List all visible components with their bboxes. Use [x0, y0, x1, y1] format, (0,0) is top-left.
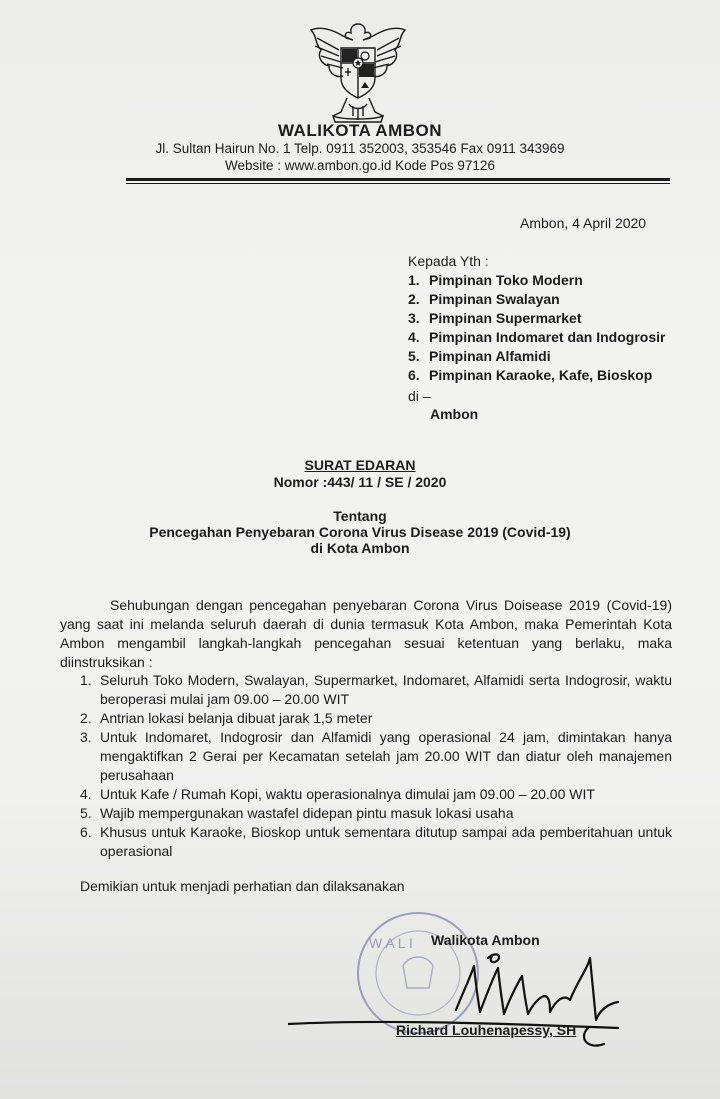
addressee-item: 1. Pimpinan Toko Modern [408, 272, 583, 288]
addressee-item: 3. Pimpinan Supermarket [408, 310, 582, 326]
addressee-item: 2. Pimpinan Swalayan [408, 291, 560, 307]
addressee-item: 6. Pimpinan Karaoke, Kafe, Bioskop [408, 367, 653, 383]
letter-topic-line1: Pencegahan Penyebaran Corona Virus Disease 2019 (Covid-19) [149, 524, 571, 540]
addressee-item: 4. Pimpinan Indomaret dan Indogrosir [408, 329, 666, 345]
header-website: Website : www.ambon.go.id Kode Pos 97126 [225, 158, 495, 173]
intro-paragraph: Sehubungan dengan pencegahan penyebaran Corona Virus Doisease 2019 (Covid-19) yang saat ini melanda seluruh daerah di dunia termasuk Kota Ambon, maka Pemerintah Kota Ambon mengambil langkah-langkah pencegahan sesuai ketentuan yang berlaku, maka diinstruksikan : [60, 597, 672, 670]
addressee-di: di – [408, 388, 431, 404]
letter-title: SURAT EDARAN [304, 457, 416, 473]
letter-date: Ambon, 4 April 2020 [520, 215, 647, 231]
letter-tentang: Tentang [333, 508, 387, 524]
header-title: WALIKOTA AMBON [277, 121, 443, 140]
addressee-city: Ambon [430, 406, 479, 422]
letter-topic-line2: di Kota Ambon [310, 540, 410, 556]
header-rule-thin [126, 183, 670, 184]
header-rule-thick [126, 178, 670, 181]
signer-name: Richard Louhenapessy, SH [396, 1022, 577, 1038]
closing-text: Demikian untuk menjadi perhatian dan dilaksanakan [80, 878, 405, 894]
handwritten-signature-icon [288, 940, 638, 1060]
letter-number: Nomor :443/ 11 / SE / 2020 [273, 474, 447, 490]
svg-text:W A L I: W A L I [369, 935, 413, 951]
addressee-item: 5. Pimpinan Alfamidi [408, 348, 551, 364]
letter-page: WALIKOTA AMBON Jl. Sultan Hairun No. 1 Telp. 0911 352003, 353546 Fax 0911 343969 Website : www.ambon.go.id Kode Pos 97126 Ambon, 4 April 2020 Kepada Yth : 1. Pimpinan Toko Modern 2. Pimpinan Swalayan 3. Pimpinan Supermarket 4. Pimpinan Indomaret dan Indogrosir 5. Pimpinan Alfamidi 6. Pimpinan Karaoke, Kafe, Bioskop di – Ambon SURAT EDARAN Nomor :443/ 11 / SE / 2020 Tentang Pencegahan Penyebaran Corona Virus Disease 2019 (Covid-19) di Kota Ambon Sehubungan dengan pencegahan penyebaran Corona Virus Doisease 2019 (Covid-19) yang saat ini melanda seluruh daerah di dunia termasuk Kota Ambon, maka Pemerintah Kota Ambon mengambil langkah-langkah pencegahan sesuai ketentuan yang berlaku, maka diinstruksikan : 1. Seluruh Toko Modern, Swalayan, Supermarket, Indomaret, Alfamidi serta Indogrosir, waktu beroperasi mulai jam 09.00 – 20.00 WIT 2. Antrian lokasi belanja dibuat jarak 1,5 meter 3. Untuk Indomaret, Indogrosir dan Alfamidi yang operasional 24 jam, dimintakan hanya mengaktifkan 2 Gerai per Kecamatan setelah jam 20.00 WIT dan diatur oleh manajemen perusahaan 4. Untuk Kafe / Rumah Kopi, waktu operasionalnya dimulai jam 09.00 – 20.00 WIT 5. Wajib mempergunakan wastafel didepan pintu masuk lokasi usaha 6. Khusus untuk Karaoke, Bioskop untuk sementara ditutup sampai ada pemberitahuan untuk operasional Demikian untuk menjadi perhatian dan dilaksanakan W A L I Walikota Ambon Richard Louhenapessy, SH [0, 0, 720, 1099]
signer-title: Walikota Ambon [431, 932, 540, 948]
addressee-intro: Kepada Yth : [408, 253, 489, 269]
garuda-emblem-icon [303, 16, 413, 126]
header-address: Jl. Sultan Hairun No. 1 Telp. 0911 352003, 353546 Fax 0911 343969 [155, 141, 565, 156]
